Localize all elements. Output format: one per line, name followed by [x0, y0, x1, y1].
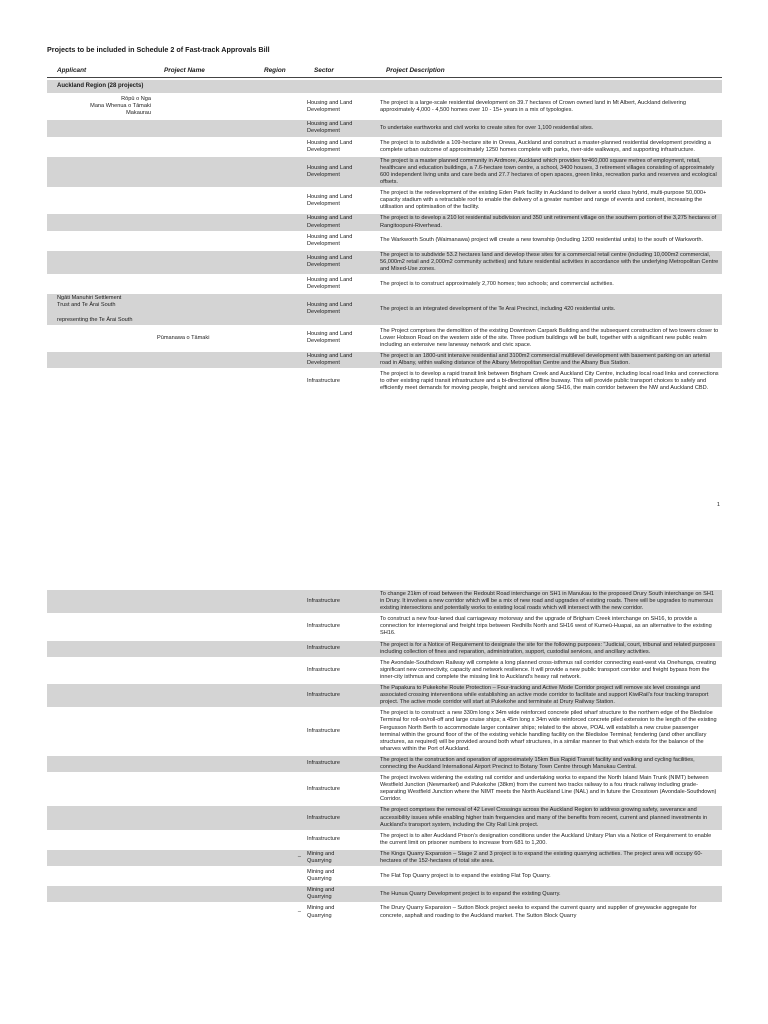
project-name-cell [154, 806, 254, 829]
applicant-cell [47, 806, 154, 829]
sector-cell: Housing and Land Development [307, 277, 353, 291]
region-cell [254, 756, 304, 772]
sector-cell: Housing and Land Development [307, 233, 353, 247]
project-name-cell [154, 590, 254, 613]
applicant-cell [47, 709, 154, 754]
project-description-cell: The project is a master planned community in Ardmore, Auckland which provides for460,000 square metres of employment, retail, healthcare and education buildings, a 7.6-hectare town centre, a school, 3400 houses, 3 retirement villages consisting of approximately 600 independent living units and care beds and 27.7 hectares of open spaces, green links, recreation parks and reserves and ecological offsets. [376, 157, 722, 187]
region-cell [254, 276, 304, 292]
project-description-cell: The project is a large-scale residential development on 39.7 hectares of Crown owned land in Mt Albert, Auckland delivering approximately 4,000 - 4,500 homes over 10 - 15+ years in a mix of typologies. [380, 99, 686, 113]
sector-cell: Infrastructure [304, 684, 376, 707]
project-name-cell [154, 684, 254, 707]
region-cell [254, 251, 304, 274]
project-description-cell: The project is to alter Auckland Prison's designation conditions under the Auckland Unitary Plan via a Notice of Requirement to enable the current limit on prisoner numbers to increase from 681 to 1,200. [380, 832, 712, 846]
sector-cell: Mining and Quarrying [304, 850, 376, 866]
project-description-cell: The project is to subdivide 53.2 hectares land and develop these sites for a commercial retail centre (including 10,000m2 commercial, 56,000m2 retail and 2,000m2 community activities) and future residential activities in accordance with the underlying Metropolitan Centre and Mixed-Use zones. [376, 251, 722, 274]
sector-cell: Infrastructure [307, 836, 340, 843]
project-description-cell: The project is to develop a 210 lot residential subdivision and 350 unit retirement village on the southern portion of the 3,275 hectares of Rangitoopuni-Riverhead. [376, 214, 722, 230]
applicant-cell [47, 641, 154, 657]
region-cell [254, 214, 304, 230]
table-row [47, 590, 722, 613]
project-name-cell [154, 120, 254, 136]
project-description-cell: The project is the construction and operation of approximately 15km Bus Rapid Transit facility and walking and cycling facilities, connecting the Auckland International Airport Precinct to Botany Town Centre through Manukau Central. [376, 756, 722, 772]
region-cell: – [254, 850, 304, 866]
region-cell [254, 233, 304, 249]
project-name-cell [154, 95, 254, 118]
project-name-cell: Pūmanawa o Tāmaki [157, 334, 210, 341]
sector-cell: Infrastructure [304, 806, 376, 829]
project-description-cell: The Papakura to Pukekohe Route Protection – Four-tracking and Active Mode Corridor project will remove six level crossings and associated crossing interventions while establishing an active mode corridor to facilitate and support KiwiRail's four tracking transport project. The active mode corridor will start at Pukekohe and terminate at Drury Railway Station. [376, 684, 722, 707]
sector-cell: Housing and Land Development [304, 294, 376, 324]
table-row [47, 806, 722, 829]
sector-cell: Housing and Land Development [307, 331, 353, 345]
project-name-cell [154, 370, 254, 393]
region-cell [254, 806, 304, 829]
region-cell [254, 709, 304, 754]
region-cell [254, 294, 304, 324]
project-description-cell: The project is for a Notice of Requirement to designate the site for the following purposes: "Judicial, court, tribunal and related purposes including collection of fines and reparation, administration, support, custodial services, and ancillary activities. [376, 641, 722, 657]
project-description-cell: The Avondale-Southdown Railway will complete a long planned cross-isthmus rail corridor connecting east-west via Onehunga, creating significant new connectivity, capacity and network resilience. It will provide a new public transport corridor and freight bypass from the inner-city isthmus and complete the missing link to Auckland's heavy rail network. [380, 659, 717, 680]
project-name-cell [154, 774, 254, 804]
column-header-applicant: Applicant [47, 65, 154, 78]
table-row [47, 327, 722, 350]
applicant-cell: Rōpū o Nga Mana Whenua o Tāmaki Makaurau [90, 96, 151, 117]
projects-table-continued [47, 588, 722, 923]
applicant-cell [47, 904, 154, 920]
project-name-cell [154, 214, 254, 230]
project-description-cell: To undertake earthworks and civil works to create sites for over 1,100 residential sites. [376, 120, 722, 136]
table-row [47, 95, 722, 118]
applicant-cell [47, 214, 154, 230]
sector-cell: Housing and Land Development [304, 157, 376, 187]
region-cell [254, 327, 304, 350]
column-header-region: Region [254, 65, 304, 78]
region-cell [254, 886, 304, 902]
region-cell [254, 120, 304, 136]
table-row [47, 659, 722, 682]
project-description-cell: To construct a new four-laned dual carriageway motorway and the upgrade of Brigham Creek interchange on SH16, to provide a connection for interregional and freight trips between Redhills North and SH16 west of Kumeū-Huapai, as an alternative to the existing SH16. [380, 616, 712, 637]
region-cell: – [297, 909, 301, 916]
project-name-cell [154, 157, 254, 187]
applicant-cell [47, 251, 154, 274]
sector-cell: Housing and Land Development [304, 352, 376, 368]
project-name-cell [154, 641, 254, 657]
project-name-cell [154, 850, 254, 866]
document-title: Projects to be included in Schedule 2 of Fast-track Approvals Bill [47, 45, 270, 54]
table-row [47, 850, 722, 866]
project-name-cell [154, 868, 254, 884]
project-description-cell: The project is to construct: a new 330m long x 34m wide reinforced concrete piled wharf structure to the northern edge of the Bledisloe Terminal for roll-on/roll-off and large cruise ships; a 45m long x 34m wide reinforced concrete piled extension to the length of the existing Fergusson North Berth to accommodate larger container ships; related to the above, POAL will establish a new cruise passenger terminal within the ground floor of the of the existing vehicle handling facility on the Bledisloe Terminal; fendering (and other ancillary structures, as required) will be provided around both wharf structures, in a similar manner to that which exists for the balance of the wharves within the Port of Auckland. [380, 710, 717, 752]
project-description-cell: The Kings Quarry Expansion – Stage 2 and 3 project is to expand the existing quarrying activities. The project area will occupy 60-hectares of the 152-hectares of total site area. [376, 850, 722, 866]
region-cell [254, 95, 304, 118]
sector-cell: Infrastructure [307, 666, 340, 673]
table-row [47, 832, 722, 848]
column-header-project-name: Project Name [154, 65, 254, 78]
project-name-cell [154, 139, 254, 155]
applicant-cell [47, 684, 154, 707]
table-row [47, 233, 722, 249]
applicant-cell [47, 327, 154, 350]
table-row [47, 352, 722, 368]
applicant-cell [47, 774, 154, 804]
table-row [47, 214, 722, 230]
project-description-cell: The project is the redevelopment of the existing Eden Park facility in Auckland to deliver a world class hybrid, multi-purpose 50,000+ capacity stadium with a retractable roof to enable the delivery of a greater number and range of events and content, increasing the utilisation and optimisation of the facility. [380, 190, 707, 211]
sector-cell: Housing and Land Development [304, 214, 376, 230]
applicant-cell [47, 233, 154, 249]
region-cell [254, 352, 304, 368]
applicant-cell [47, 276, 154, 292]
project-name-cell [154, 886, 254, 902]
project-name-cell [154, 276, 254, 292]
applicant-cell [47, 659, 154, 682]
sector-cell: Housing and Land Development [307, 139, 353, 153]
sector-cell: Infrastructure [307, 785, 340, 792]
applicant-cell [47, 120, 154, 136]
table-row [47, 294, 722, 324]
applicant-cell [47, 157, 154, 187]
project-name-cell [154, 659, 254, 682]
sector-cell: Infrastructure [307, 623, 340, 630]
table-header-row [47, 65, 722, 78]
applicant-cell [47, 832, 154, 848]
project-description-cell: The project is to construct approximately 2,700 homes; two schools; and commercial activities. [380, 280, 614, 287]
table-row [47, 251, 722, 274]
table-row [47, 684, 722, 707]
table-row [47, 189, 722, 212]
project-name-cell [154, 251, 254, 274]
applicant-cell [47, 615, 154, 638]
applicant-cell [47, 756, 154, 772]
sector-cell: Housing and Land Development [304, 251, 376, 274]
region-cell [254, 641, 304, 657]
project-name-cell [154, 294, 254, 324]
region-cell [254, 832, 304, 848]
project-name-cell [154, 189, 254, 212]
sector-cell: Infrastructure [304, 641, 376, 657]
applicant-cell [47, 352, 154, 368]
region-heading-row [47, 80, 722, 93]
table-row [47, 139, 722, 155]
sector-cell: Mining and Quarrying [307, 905, 335, 919]
project-name-cell [154, 904, 254, 920]
sector-cell: Infrastructure [307, 728, 340, 735]
project-description-cell: To change 21km of road between the Redoubt Road interchange on SH1 in Manukau to the proposed Drury South interchange on SH1 in Drury. It involves a new corridor which will be a mix of new road and upgrades of existing roads. There will be upgrades to numerous existing intersections and potentially works to existing local roads which will intersect with the new corridor. [376, 590, 722, 613]
table-row [47, 886, 722, 902]
column-header-project-description: Project Description [376, 65, 722, 78]
project-description-cell: The project is an 1800-unit intensive residential and 3100m2 commercial multilevel development with basement parking on an arterial road in Albany, within walking distance of the Albany Metropolitan Centre and the Albany Bus Station. [376, 352, 722, 368]
applicant-cell [47, 189, 154, 212]
table-row [47, 774, 722, 804]
region-heading: Auckland Region (28 projects) [47, 80, 722, 93]
project-name-cell [154, 352, 254, 368]
project-description-cell: The Hunua Quarry Development project is to expand the existing Quarry. [376, 886, 722, 902]
region-cell [254, 774, 304, 804]
applicant-cell [47, 886, 154, 902]
projects-table [47, 63, 722, 395]
project-name-cell [154, 615, 254, 638]
table-row [47, 709, 722, 754]
table-row [47, 157, 722, 187]
project-description-cell: The Warkworth South (Waimanawa) project will create a new township (including 1200 residential units) to the south of Warkworth. [380, 237, 704, 244]
document-page-2 [0, 588, 768, 1024]
project-description-cell: The Flat Top Quarry project is to expand the existing Flat Top Quarry. [380, 872, 551, 879]
table-row [47, 615, 722, 638]
region-cell [254, 139, 304, 155]
project-description-cell: The project is to subdivide a 109-hectare site in Orewa, Auckland and construct a master-planned residential development providing a complete urban outcome of approximately 1250 homes complete with parks, river-side walkways, and supporting infrastructure. [380, 139, 711, 153]
region-cell [254, 868, 304, 884]
project-name-cell [154, 233, 254, 249]
table-row [47, 641, 722, 657]
applicant-cell [47, 139, 154, 155]
applicant-cell [47, 590, 154, 613]
table-row [47, 370, 722, 393]
project-description-cell: The project is to develop a rapid transit link between Brigham Creek and Auckland City Centre, including local road links and connections to other existing rapid transit infrastructure and a bi-directional offline busway. This will provide public transport choices to safely and efficiently meet demands for moving people, freight and services along SH16, the main corridor between the NW and Auckland CBD. [380, 371, 719, 392]
page-number: 1 [716, 502, 720, 508]
region-cell [254, 590, 304, 613]
table-row [47, 868, 722, 884]
table-row [47, 904, 722, 920]
table-row [47, 120, 722, 136]
sector-cell: Infrastructure [304, 590, 376, 613]
region-cell [254, 684, 304, 707]
project-description-cell: The project comprises the removal of 42 Level Crossings across the Auckland Region to address growing safety, severance and accessibility issues while enabling higher train frequencies and many of the benefits from recent, current and planned investments in Auckland's transport system, including the City Rail Link project. [376, 806, 722, 829]
region-cell [254, 370, 304, 393]
sector-cell: Infrastructure [304, 756, 376, 772]
sector-cell: Mining and Quarrying [304, 886, 376, 902]
project-name-cell [154, 832, 254, 848]
sector-cell: Housing and Land Development [304, 120, 376, 136]
project-name-cell [154, 756, 254, 772]
region-cell [254, 615, 304, 638]
region-cell [254, 157, 304, 187]
table-row [47, 756, 722, 772]
project-description-cell: The project involves widening the existing rail corridor and undertaking works to expand the North Island Main Trunk (NIMT) between Westfield Junction (Newmarket) and Pukekohe (38km) from the current two tracks railway to a fou rtrack railway including grade-separating Westfield Junction where the NIMT meets the North Auckland Line (NAL) and in future the Crosstown (Avondale-Southdown) Corridor. [380, 775, 717, 803]
project-description-cell: The Drury Quarry Expansion – Sutton Block project seeks to expand the current quarry and supplier of greywacke aggregate for concrete, asphalt and roading to the Auckland market. The Sutton Block Quarry [380, 905, 697, 919]
sector-cell: Mining and Quarrying [307, 869, 335, 883]
region-cell [254, 659, 304, 682]
applicant-cell [47, 868, 154, 884]
applicant-cell: Ngāti Manuhiri Settlement Trust and Te Ārai South representing the Te Ārai South [47, 294, 154, 324]
project-description-cell: The Project comprises the demolition of the existing Downtown Carpark Building and the subsequent construction of two towers closer to Lower Hobson Road on the western side of the site. Three podium buildings will be built, together with a significant new public realm including an extensive new laneway network and civic space. [380, 327, 719, 348]
project-name-cell [154, 709, 254, 754]
applicant-cell [47, 370, 154, 393]
column-header-sector: Sector [304, 65, 376, 78]
sector-cell: Infrastructure [307, 378, 340, 385]
applicant-cell [47, 850, 154, 866]
sector-cell: Housing and Land Development [307, 99, 353, 113]
sector-cell: Housing and Land Development [307, 193, 353, 207]
table-row [47, 276, 722, 292]
project-description-cell: The project is an integrated development of the Te Arai Precinct, including 420 residential units. [376, 294, 722, 324]
region-cell [254, 189, 304, 212]
